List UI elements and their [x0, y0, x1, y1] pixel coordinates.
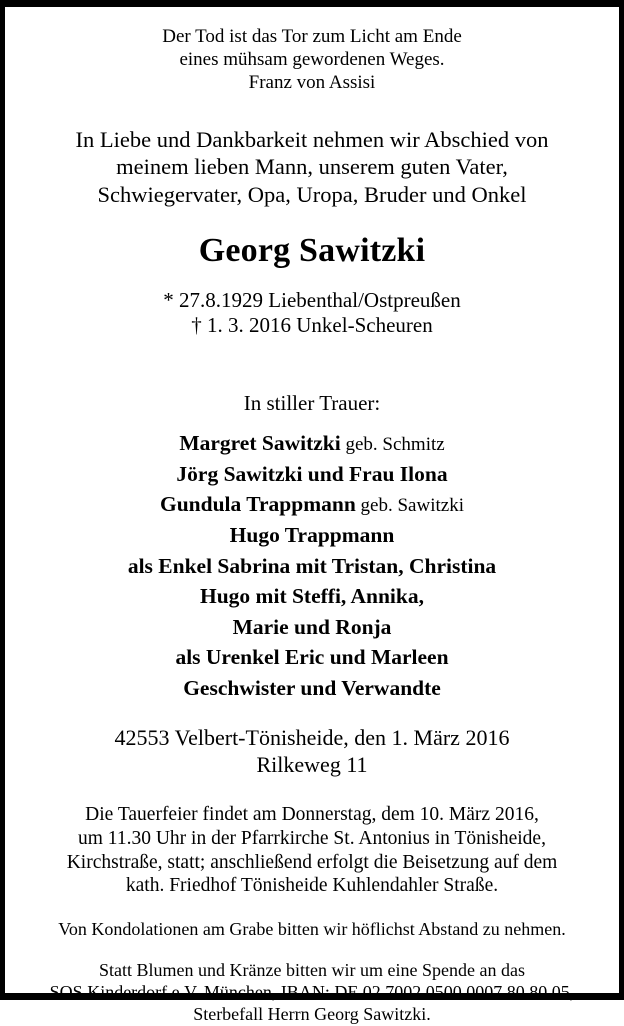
mourner-entry: [19, 673, 605, 704]
mourners-list: [19, 428, 605, 703]
mourner-entry: [19, 581, 605, 612]
mourner-name: Hugo Trappmann: [229, 522, 395, 547]
mourner-entry: [19, 551, 605, 582]
mourner-name: Geschwister und Verwandte: [183, 675, 441, 700]
condolence-note: Von Kondolationen am Grabe bitten wir höflichst Abstand zu nehmen.: [58, 919, 566, 940]
service-details: [19, 803, 605, 898]
mourner-entry: [19, 520, 605, 551]
epigraph-line: eines mühsam gewordenen Weges.: [179, 49, 445, 71]
service-line: um 11.30 Uhr in der Pfarrkirche St. Antonius in Tönisheide,: [78, 827, 546, 849]
mourner-name: als Enkel Sabrina mit Tristan, Christina: [127, 553, 497, 578]
donation-line: Sterbefall Herrn Georg Sawitzki.: [193, 1003, 431, 1024]
mourner-name: Jörg Sawitzki und Frau Ilona: [176, 461, 448, 486]
service-line: Kirchstraße, statt; anschließend erfolgt die Beisetzung auf dem: [66, 851, 558, 873]
epigraph-quote: [19, 25, 605, 96]
mourner-name: Marie und Ronja: [232, 614, 392, 639]
mourner-suffix: geb. Sawitzki: [355, 495, 464, 517]
place-and-date: 42553 Velbert-Tönisheide, den 1. März 2016: [114, 725, 510, 751]
death-date: † 1. 3. 2016 Unkel-Scheuren: [191, 313, 433, 338]
donation-line: SOS Kinderdorf e.V. München, IBAN: DE 02 7002 0500 0007 80 80 05,: [49, 981, 575, 1002]
mourner-name: als Urenkel Eric und Marleen: [175, 645, 449, 670]
donation-line: Statt Blumen und Kränze bitten wir um eine Spende an das: [99, 959, 525, 980]
mourners-heading: In stiller Trauer:: [243, 390, 381, 415]
mourner-entry: [19, 642, 605, 673]
mourner-suffix: geb. Schmitz: [340, 434, 445, 456]
mourner-entry: [19, 428, 605, 459]
mourner-entry: [19, 489, 605, 520]
intro-line: Schwiegervater, Opa, Uropa, Bruder und Onkel: [97, 181, 527, 207]
service-line: Die Tauerfeier findet am Donnerstag, dem 10. März 2016,: [85, 804, 539, 826]
service-line: kath. Friedhof Tönisheide Kuhlendahler Straße.: [125, 875, 499, 897]
deceased-name: Georg Sawitzki: [198, 232, 426, 270]
donation-request: [19, 960, 605, 1026]
life-dates: [19, 288, 605, 339]
obituary-content: [5, 7, 619, 1024]
mourner-name: Gundula Trappmann: [160, 492, 356, 517]
mourner-entry: [19, 612, 605, 643]
street-address: Rilkeweg 11: [256, 752, 368, 778]
intro-line: In Liebe und Dankbarkeit nehmen wir Abschied von: [75, 127, 549, 153]
mourner-name: Margret Sawitzki: [179, 431, 341, 456]
epigraph-attribution: Franz von Assisi: [248, 72, 376, 94]
epigraph-line: Der Tod ist das Tor zum Licht am Ende: [162, 26, 462, 47]
mourner-name: Hugo mit Steffi, Annika,: [200, 584, 424, 609]
farewell-intro: [19, 126, 605, 208]
birth-date: * 27.8.1929 Liebenthal/Ostpreußen: [163, 287, 461, 312]
mourner-entry: [19, 459, 605, 490]
intro-line: meinem lieben Mann, unserem guten Vater,: [116, 154, 508, 180]
address-block: [19, 725, 605, 779]
